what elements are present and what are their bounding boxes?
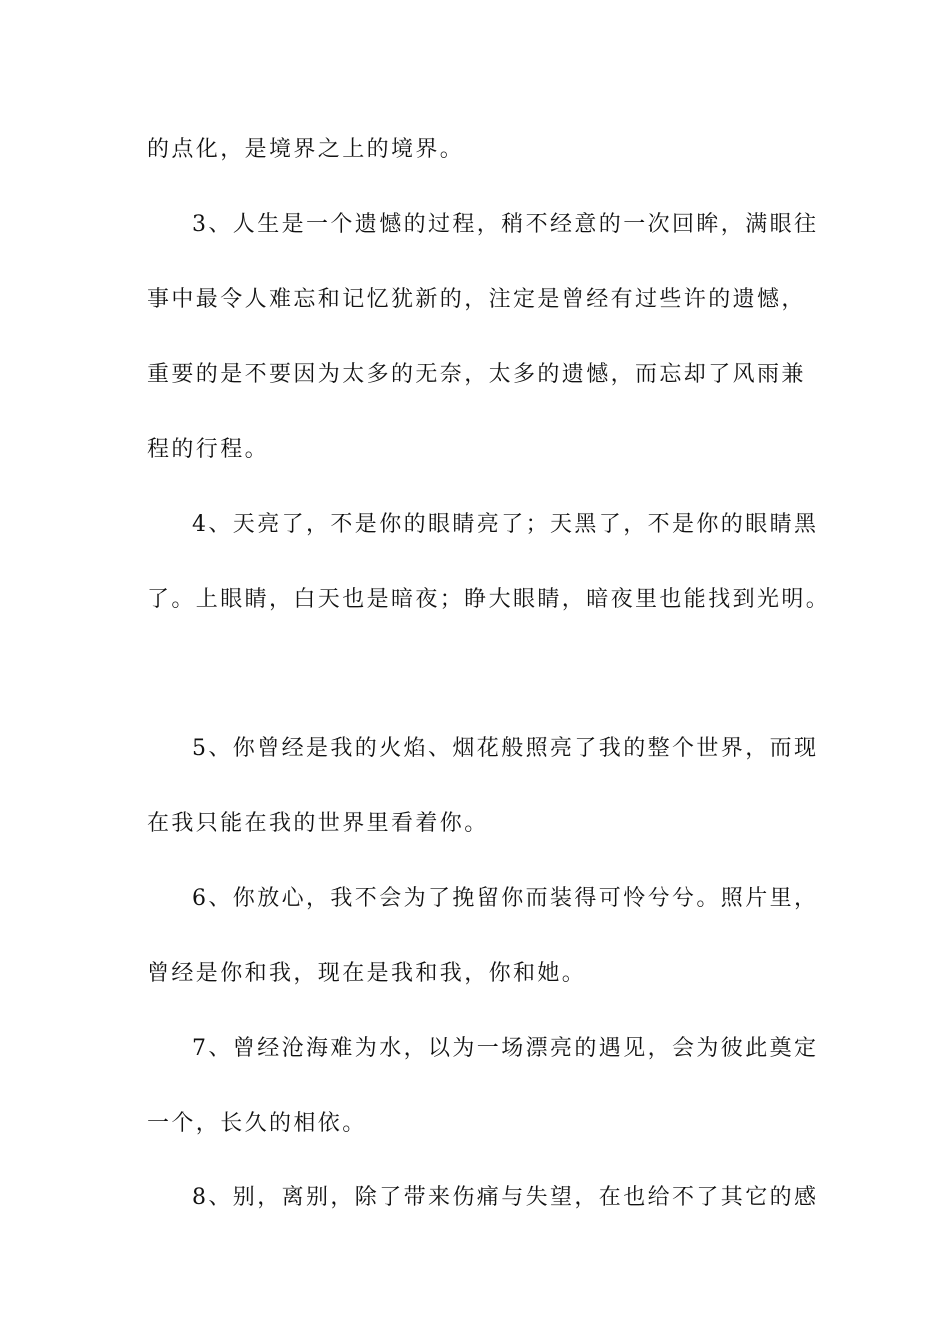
- paragraph-3-line-1: 3、人生是一个遗憾的过程，稍不经意的一次回眸，满眼往: [192, 212, 819, 237]
- paragraph-6-line-1: 6、你放心，我不会为了挽留你而装得可怜兮兮。照片里，: [192, 886, 819, 911]
- paragraph-5-line-2: 在我只能在我的世界里看着你。: [147, 811, 489, 836]
- paragraph-3-line-4: 程的行程。: [147, 437, 270, 462]
- paragraph-8-line-1: 8、别，离别，除了带来伤痛与失望，在也给不了其它的感: [192, 1185, 819, 1210]
- paragraph-6-line-2: 曾经是你和我，现在是我和我，你和她。: [147, 961, 587, 986]
- paragraph-4-line-1: 4、天亮了，不是你的眼睛亮了；天黑了，不是你的眼睛黑: [192, 512, 819, 537]
- paragraph-4-line-2: 了。上眼睛，白天也是暗夜；睁大眼睛，暗夜里也能找到光明。: [147, 587, 831, 612]
- paragraph-3-line-3: 重要的是不要因为太多的无奈，太多的遗憾，而忘却了风雨兼: [147, 362, 806, 387]
- paragraph-5-line-1: 5、你曾经是我的火焰、烟花般照亮了我的整个世界，而现: [192, 736, 819, 761]
- text-line: 的点化，是境界之上的境界。: [147, 137, 465, 162]
- paragraph-7-line-1: 7、曾经沧海难为水，以为一场漂亮的遇见，会为彼此奠定: [192, 1036, 819, 1061]
- paragraph-7-line-2: 一个，长久的相依。: [147, 1111, 367, 1136]
- paragraph-3-line-2: 事中最令人难忘和记忆犹新的，注定是曾经有过些许的遗憾，: [147, 287, 806, 312]
